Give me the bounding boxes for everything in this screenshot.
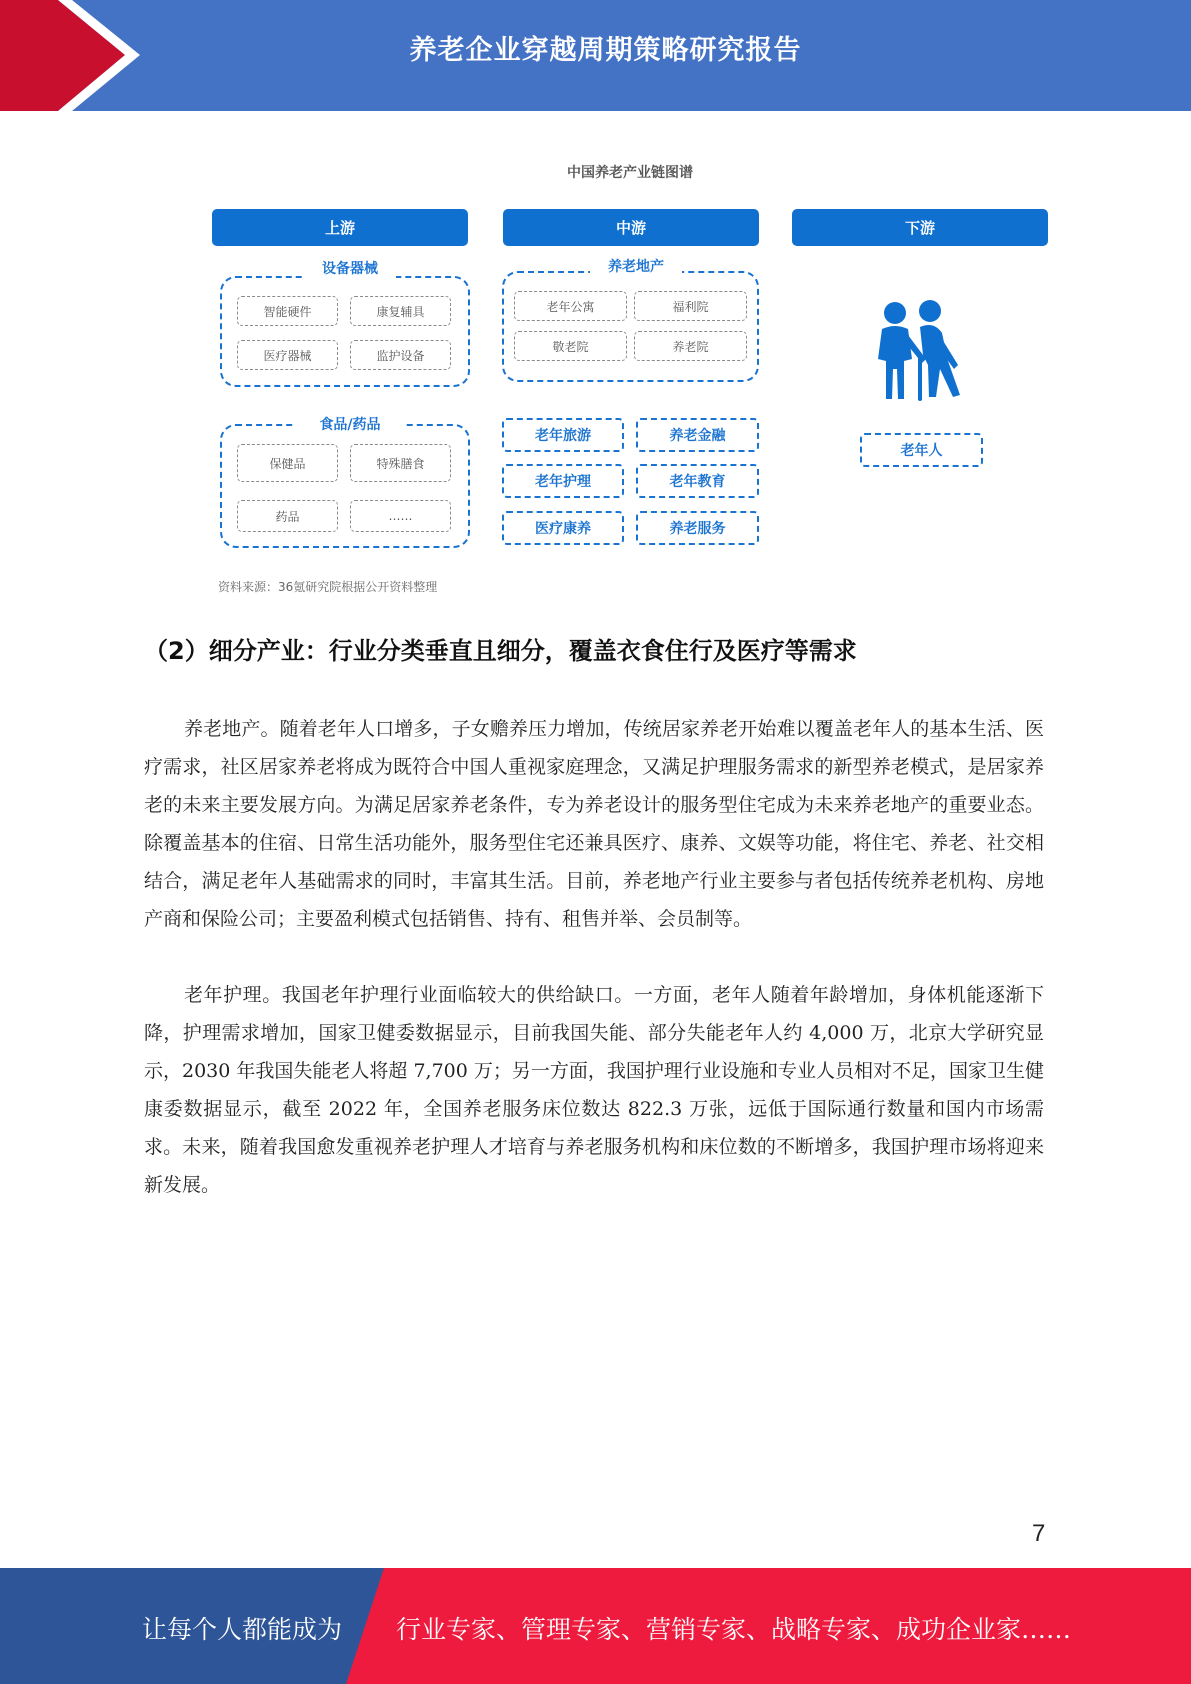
stage-upstream: 上游 [212, 209, 468, 246]
item-welfare-home: 福利院 [634, 291, 747, 321]
item-smart-hardware: 智能硬件 [237, 296, 338, 326]
service-elderly-finance: 养老金融 [636, 418, 759, 452]
item-rehab-aids: 康复辅具 [350, 296, 451, 326]
footer-slogan-right: 行业专家、管理专家、营销专家、战略专家、成功企业家…… [396, 1615, 1072, 1644]
item-health-products: 保健品 [237, 444, 338, 482]
paragraph-elderly-realestate: 养老地产。随着老年人口增多，子女赡养压力增加，传统居家养老开始难以覆盖老年人的基本生活、医疗需求，社区居家养老将成为既符合中国人重视家庭理念，又满足护理服务需求的新型养老模式，是居家养老的未来主要发展方向。为满足居家养老条件，专为养老设计的服务型住宅成为未来养老地产的重要业态。除覆盖基本的住宿、日常生活功能外，服务型住宅还兼具医疗、康养、文娱等功能，将住宅、养老、社交相结合，满足老年人基础需求的同时，丰富其生活。目前，养老地产行业主要参与者包括传统养老机构、房地产商和保险公司；主要盈利模式包括销售、持有、租售并举、会员制等。 [144, 718, 1044, 930]
group-food-medicine-title: 食品/药品 [296, 414, 404, 434]
service-senior-education: 老年教育 [636, 464, 759, 498]
service-medical-wellness: 医疗康养 [502, 511, 624, 545]
item-medical-devices: 医疗器械 [237, 340, 338, 370]
item-medicine: 药品 [237, 500, 338, 532]
industry-chain-diagram [200, 150, 1060, 610]
diagram-source: 资料来源：36氪研究院根据公开资料整理 [218, 580, 438, 594]
item-more: …… [350, 500, 451, 532]
diagram-title: 中国养老产业链图谱 [567, 165, 693, 181]
paragraph-elderly-care: 老年护理。我国老年护理行业面临较大的供给缺口。一方面，老年人随着年龄增加，身体机能逐渐下降，护理需求增加，国家卫健委数据显示，目前我国失能、部分失能老年人约 4,000 万，北京大学研究显示，2030 年我国失能老人将超 7,700 万；另一方面，我国护理行业设施和专业人员相对不足，国家卫生健康委数据显示，截至 2022 年，全国养老服务床位数达 822.3 万张，远低于国际通行数量和国内市场需求。未来，随着我国愈发重视养老护理人才培育与养老服务机构和床位数的不断增多，我国护理市场将迎来新发展。 [144, 984, 1044, 1196]
footer-band [0, 1568, 1191, 1684]
item-elderly-home: 敬老院 [514, 331, 627, 361]
item-nursing-home: 养老院 [634, 331, 747, 361]
service-senior-travel: 老年旅游 [502, 418, 624, 452]
group-elderly-realestate-title: 养老地产 [590, 256, 682, 276]
elderly-people-label: 老年人 [860, 433, 983, 467]
item-senior-apartment: 老年公寓 [514, 291, 627, 321]
stage-downstream: 下游 [792, 209, 1048, 246]
item-special-diet: 特殊膳食 [350, 444, 451, 482]
elderly-couple-icon [868, 299, 978, 407]
item-monitoring-devices: 监护设备 [350, 340, 451, 370]
group-equipment-title: 设备器械 [304, 258, 396, 278]
group-equipment [220, 276, 470, 387]
footer-slogan-left: 让每个人都能成为 [142, 1615, 343, 1644]
section-heading: （2）细分产业：行业分类垂直且细分，覆盖衣食住行及医疗等需求 [144, 637, 857, 665]
stage-midstream: 中游 [503, 209, 759, 246]
group-elderly-realestate [502, 271, 759, 382]
service-elderly-services: 养老服务 [636, 511, 759, 545]
page-number: 7 [1032, 1520, 1046, 1547]
header-band [0, 0, 1191, 111]
service-senior-care: 老年护理 [502, 464, 624, 498]
report-title: 养老企业穿越周期策略研究报告 [409, 35, 802, 66]
